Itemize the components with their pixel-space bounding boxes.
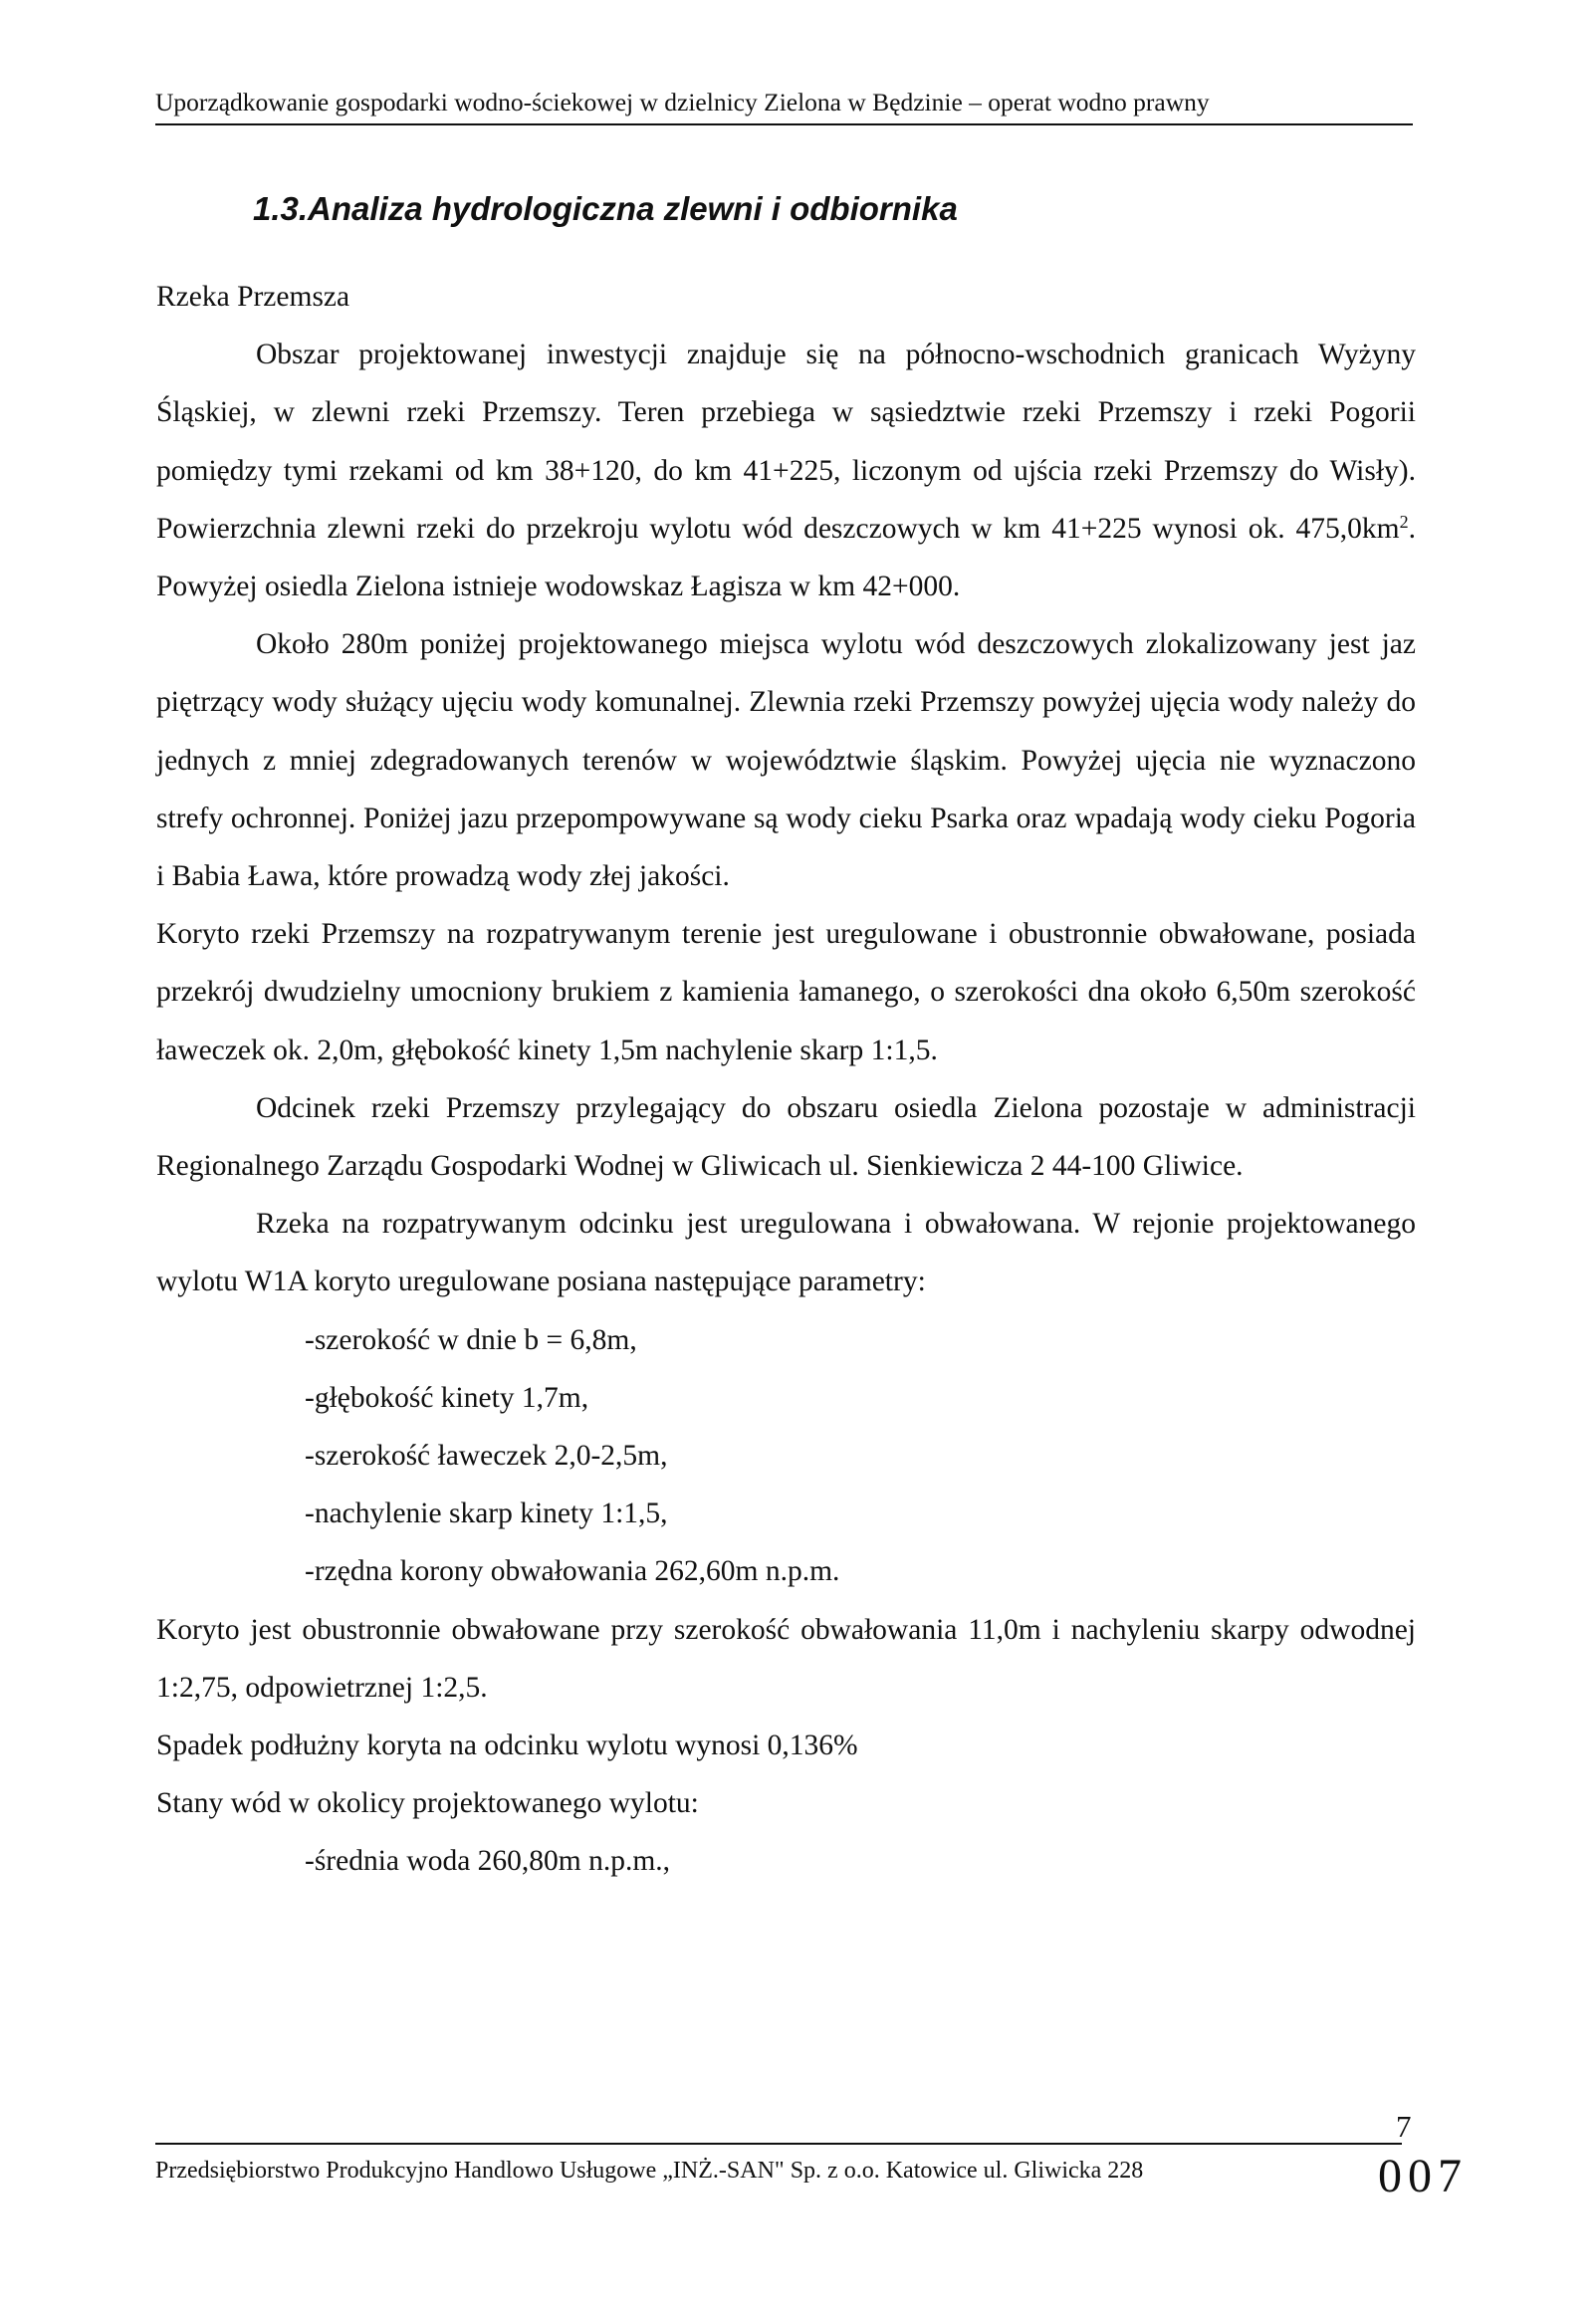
parameter-item: -rzędna korony obwałowania 262,60m n.p.m. [305, 1555, 840, 1588]
parameter-item: -szerokość ławeczek 2,0-2,5m, [305, 1440, 668, 1473]
paragraph-8: Stany wód w okolicy projektowanego wylotu: [156, 1787, 699, 1820]
paragraph-1-text-end: . Powyżej osiedla Zielona istnieje wodowskaz Łagisza w km 42+000. [156, 512, 1416, 603]
water-level-list [156, 1832, 1416, 1890]
paragraph-7: Spadek podłużny koryta na odcinku wylotu wynosi 0,136% [156, 1729, 858, 1762]
subheading: Rzeka Przemsza [156, 281, 350, 313]
header-rule [155, 123, 1413, 125]
superscript-exponent: 2 [1399, 511, 1409, 532]
paragraph-1-text: Obszar projektowanej inwestycji znajduje się na północno-wschodnich granicach Wyżyny Śląskiej, w zlewni rzeki Przemszy. Teren przebiega w sąsiedztwie rzeki Przemszy i rzeki Pogorii pomiędzy tymi rzekami od km 38+120, do km 41+225, liczonym od ujścia rzeki Przemszy do Wisły). Powierzchnia zlewni rzeki do przekroju wylotu wód deszczowych w km 41+225 wynosi ok. 475,0km [156, 339, 1416, 545]
paragraph-5: Rzeka na rozpatrywanym odcinku jest uregulowana i obwałowana. W rejonie projektowanego wylotu W1A koryto uregulowane posiana następujące parametry: [156, 1208, 1416, 1298]
running-header: Uporządkowanie gospodarki wodno-ściekowej w dzielnicy Zielona w Będzinie – operat wodno prawny [155, 88, 1210, 116]
water-level-item: -średnia woda 260,80m n.p.m., [305, 1845, 671, 1878]
parameter-item: -szerokość w dnie b = 6,8m, [305, 1323, 637, 1356]
page-number: 7 [1396, 2109, 1412, 2144]
paragraph-3: Koryto rzeki Przemszy na rozpatrywanym terenie jest uregulowane i obustronnie obwałowane, posiada przekrój dwudzielny umocniony brukiem z kamienia łamanego, o szerokości dna około 6,50m szerokość ławeczek ok. 2,0m, głębokość kinety 1,5m nachylenie skarp 1:1,5. [156, 918, 1416, 1066]
section-title: 1.3.Analiza hydrologiczna zlewni i odbiornika [253, 190, 958, 227]
paragraph-4: Odcinek rzeki Przemszy przylegający do obszaru osiedla Zielona pozostaje w administracji Regionalnego Zarządu Gospodarki Wodnej w Gliwicach ul. Sienkiewicza 2 44-100 Gliwice. [156, 1091, 1416, 1183]
parameter-item: -głębokość kinety 1,7m, [305, 1381, 589, 1414]
footer-company: Przedsiębiorstwo Produkcyjno Handlowo Usługowe „INŻ.-SAN" Sp. z o.o. Katowice ul. Gliwicka 228 [155, 2158, 1144, 2184]
paragraph-2: Około 280m poniżej projektowanego miejsca wylotu wód deszczowych zlokalizowany jest jaz piętrzący wody służący ujęciu wody komunalnej. Zlewnia rzeki Przemszy powyżej ujęcia wody należy do jednych z mniej zdegradowanych terenów w województwie śląskim. Powyżej ujęcia nie wyznaczono strefy ochronnej. Poniżej jazu przepompowywane są wody cieku Psarka oraz wpadają wody cieku Pogoria i Babia Ława, które prowadzą wody złej jakości. [156, 628, 1416, 893]
paragraph-6: Koryto jest obustronnie obwałowane przy szerokość obwałowania 11,0m i nachyleniu skarpy odwodnej 1:2,75, odpowietrznej 1:2,5. [156, 1613, 1416, 1704]
footer-rule [155, 2143, 1402, 2145]
parameter-item: -nachylenie skarp kinety 1:1,5, [305, 1498, 668, 1530]
parameter-list [156, 1311, 1416, 1601]
stamp-number: 007 [1378, 2150, 1468, 2202]
body-text [156, 268, 1416, 1891]
paragraph-1 [156, 326, 1416, 615]
